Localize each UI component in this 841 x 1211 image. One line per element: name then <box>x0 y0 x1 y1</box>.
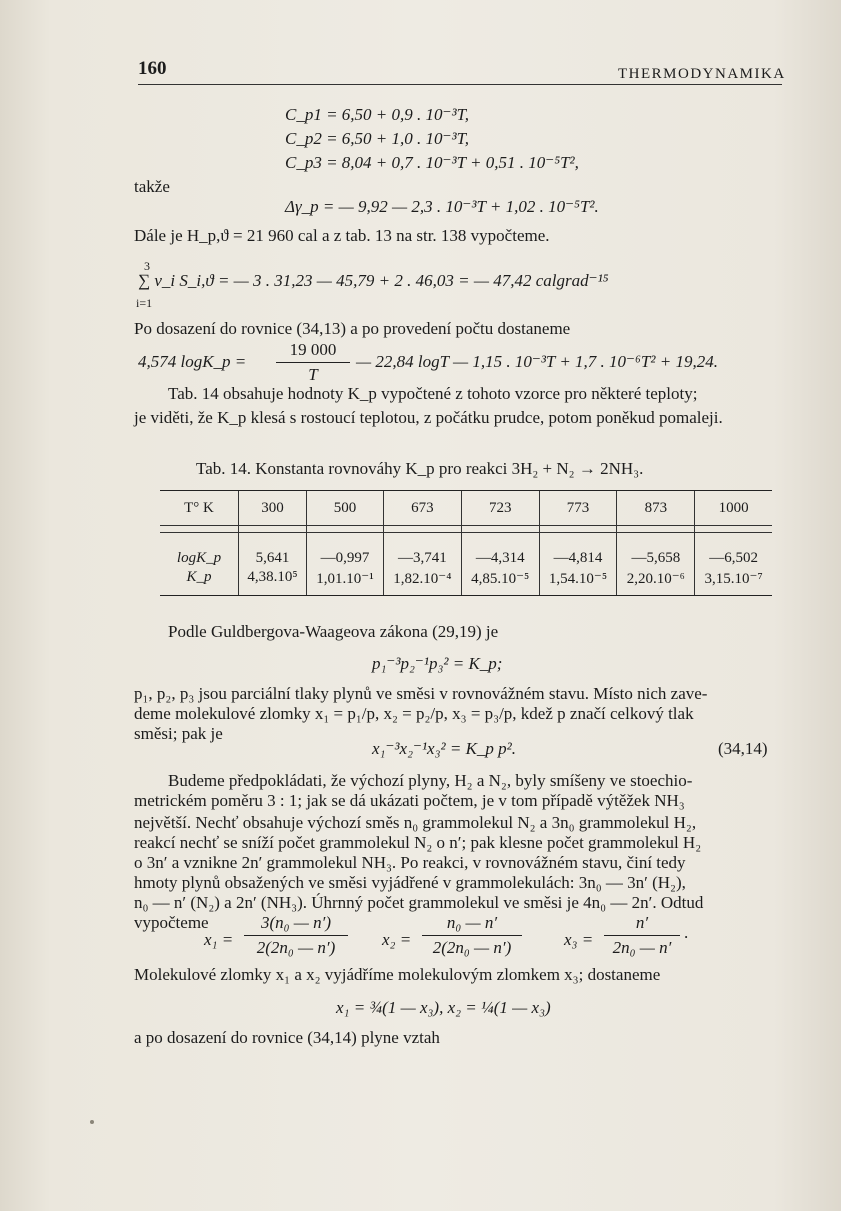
equation-cp2: C_p2 = 6,50 + 1,0 . 10⁻³T, <box>285 129 470 148</box>
paragraph-molekulove-line2: a po dosazení do rovnice (34,14) plyne vztah <box>134 1028 440 1047</box>
table-caption: Tab. 14. Konstanta rovnováhy K_p pro reakci 3H₂ + N₂ → 2NH₃. <box>196 459 644 478</box>
equation-sum: ∑ ν_i S_i,ϑ = — 3 . 31,23 — 45,79 + 2 . 46,03 = — 47,42 calgrad⁻¹⁵ <box>138 271 609 290</box>
fraction-x1 <box>244 912 348 959</box>
table-cell: —0,997 <box>307 533 384 570</box>
table-cell: —6,502 <box>695 533 772 570</box>
table-cell: 5,641 <box>239 533 307 570</box>
equation-logk-left: 4,574 logK_p = <box>138 352 247 371</box>
fraction-denominator: 2(2n₀ — n′) <box>432 938 512 957</box>
label-x1: x₁ = <box>204 930 234 949</box>
table-header-label: T° K <box>160 491 239 526</box>
equation-cp1: C_p1 = 6,50 + 0,9 . 10⁻³T, <box>285 105 470 124</box>
table-row-label: K_p <box>160 569 239 596</box>
table-cell: 1,82.10⁻⁴ <box>383 569 461 596</box>
table-row-label: logK_p <box>176 549 222 566</box>
paragraph-guldberg-line4: směsi; pak je <box>134 724 223 743</box>
paper-speck <box>90 1120 94 1124</box>
paragraph-body-line: n₀ — n′ (N₂) a 2n′ (NH₃). Úhrnný počet grammolekul ve směsi je 4n₀ — 2n′. Odtud <box>134 893 704 912</box>
paragraph-tab14-line1: Tab. 14 obsahuje hodnoty K_p vypočtené z tohoto vzorce pro některé teploty; <box>168 384 698 403</box>
word-takze: takže <box>134 177 170 196</box>
table-header-cell: 773 <box>539 491 617 526</box>
sum-lower-limit: i=1 <box>136 296 153 310</box>
table-row <box>160 533 772 570</box>
table-header-cell: 1000 <box>695 491 772 526</box>
table-header-cell: 673 <box>383 491 461 526</box>
paragraph-molekulove-line1: Molekulové zlomky x₁ a x₂ vyjádříme molekulovým zlomkem x₃; dostaneme <box>134 965 661 984</box>
table-cell: 1,01.10⁻¹ <box>307 569 384 596</box>
fraction-numerator: 3(n₀ — n′) <box>244 912 348 936</box>
label-x3: x₃ = <box>564 930 594 949</box>
paragraph-body-line: největší. Nechť obsahuje výchozí směs n₀ grammolekul N₂ a 3n₀ grammolekul H₂, <box>134 813 697 832</box>
paragraph-guldberg-line3: deme molekulové zlomky x₁ = p₁/p, x₂ = p₂/p, x₃ = p₃/p, kdež p značí celkový tlak <box>134 704 694 723</box>
paragraph-body-line: reakcí nechť se sníží počet grammolekul N₂ o n′; pak klesne počet grammolekul H₂ <box>134 833 702 852</box>
paragraph-body-line: hmoty plynů obsažených ve směsi vyjádřené v grammolekulách: 3n₀ — 3n′ (H₂), <box>134 873 686 892</box>
equation-mole-fractions: x₁⁻³x₂⁻¹x₃² = K_p p². <box>372 739 517 758</box>
equation-number: (34,14) <box>718 739 768 758</box>
equation-delta-gamma: Δγ_p = — 9,92 — 2,3 . 10⁻³T + 1,02 . 10⁻⁵T². <box>285 197 599 216</box>
page-number: 160 <box>138 58 167 79</box>
fraction-denominator: 2(2n₀ — n′) <box>256 938 336 957</box>
equation-cp3: C_p3 = 8,04 + 0,7 . 10⁻³T + 0,51 . 10⁻⁵T², <box>285 153 579 172</box>
fraction-numerator: 19 000 <box>276 339 350 363</box>
fraction-19000-over-t <box>276 339 350 386</box>
fraction-x2 <box>422 912 522 959</box>
label-x2: x₂ = <box>382 930 412 949</box>
paragraph-body-line: Budeme předpokládati, že výchozí plyny, H₂ a N₂, byly smíšeny ve stoechio- <box>168 771 693 790</box>
fraction-numerator: n₀ — n′ <box>422 912 522 936</box>
text-po-dosazeni: Po dosazení do rovnice (34,13) a po provedení počtu dostaneme <box>134 319 571 338</box>
table-cell: 3,15.10⁻⁷ <box>695 569 772 596</box>
table-header-cell: 723 <box>461 491 539 526</box>
table-spacer-row <box>160 526 772 533</box>
header-rule <box>138 84 782 85</box>
equation-logk-right: — 22,84 logT — 1,15 . 10⁻³T + 1,7 . 10⁻⁶T² + 19,24. <box>356 352 718 371</box>
table-header-cell: 500 <box>307 491 384 526</box>
table-cell: 2,20.10⁻⁶ <box>617 569 695 596</box>
equation-partial-pressures: p₁⁻³p₂⁻¹p₃² = K_p; <box>372 654 503 673</box>
table-cell: —4,314 <box>461 533 539 570</box>
paragraph-body-line: metrickém poměru 3 : 1; jak se dá ukázati počtem, je v tom případě výtěžek NH₃ <box>134 791 685 810</box>
paragraph-guldberg-line1: Podle Guldbergova-Waageova zákona (29,19) je <box>168 622 499 641</box>
paragraph-body-line: vypočteme <box>134 913 209 932</box>
fraction-denominator: T <box>308 365 318 384</box>
text-dale: Dále je H_p,ϑ = 21 960 cal a z tab. 13 na str. 138 vypočteme. <box>134 226 550 245</box>
table-cell: —5,658 <box>617 533 695 570</box>
running-title: THERMODYNAMIKA <box>618 66 786 82</box>
fraction-denominator: 2n₀ — n′ <box>612 938 672 957</box>
fraction-end-period: . <box>684 923 689 942</box>
table-cell: 1,54.10⁻⁵ <box>539 569 617 596</box>
equilibrium-constant-table <box>160 490 772 596</box>
table-header-cell: 873 <box>617 491 695 526</box>
table-header-row <box>160 491 772 526</box>
table-cell: —3,741 <box>383 533 461 570</box>
table-cell: 4,85.10⁻⁵ <box>461 569 539 596</box>
fraction-x3 <box>604 912 680 959</box>
paragraph-body-line: o 3n′ a vznikne 2n′ grammolekul NH₃. Po reakci, v rovnovážném stavu, činí tedy <box>134 853 686 872</box>
paragraph-tab14-line2: je viděti, že K_p klesá s rostoucí teplotou, z počátku prudce, potom poněkud pomaleji. <box>134 408 723 427</box>
table-row <box>160 569 772 596</box>
table-cell: 4,38.10⁵ <box>239 569 307 596</box>
paragraph-guldberg-line2: p₁, p₂, p₃ jsou parciální tlaky plynů ve směsi v rovnovážném stavu. Místo nich zave- <box>134 684 708 703</box>
sum-upper-limit: 3 <box>144 259 150 273</box>
table-cell: —4,814 <box>539 533 617 570</box>
equation-x1-x2: x₁ = ¾(1 — x₃), x₂ = ¼(1 — x₃) <box>336 998 551 1017</box>
fraction-numerator: n′ <box>604 912 680 936</box>
table-header-cell: 300 <box>239 491 307 526</box>
